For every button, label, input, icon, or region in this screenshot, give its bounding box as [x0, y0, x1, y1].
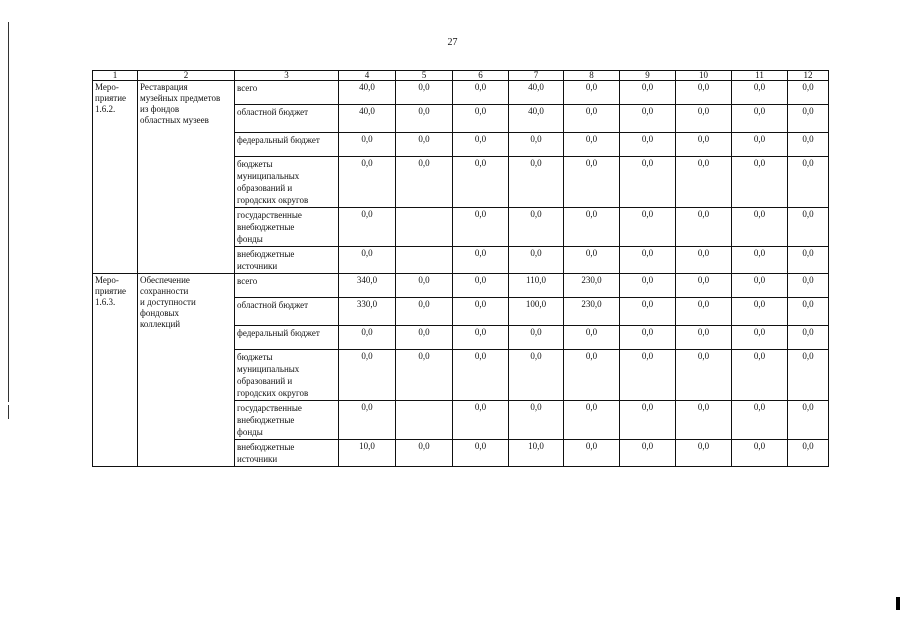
value-cell: [396, 247, 453, 274]
value-cell: 0,0: [509, 208, 564, 247]
value-cell: 0,0: [396, 274, 453, 298]
value-cell: 0,0: [676, 208, 732, 247]
value-cell: 0,0: [732, 401, 788, 440]
value-cell: 0,0: [788, 298, 829, 326]
column-number-3: 3: [235, 71, 339, 81]
value-cell: 0,0: [453, 298, 509, 326]
table-row: [93, 81, 829, 105]
scan-margin-line-fragment: [8, 405, 9, 419]
value-cell: 0,0: [396, 298, 453, 326]
value-cell: 0,0: [676, 440, 732, 467]
funding-source: внебюджетные источники: [235, 440, 339, 467]
value-cell: 0,0: [732, 350, 788, 401]
value-cell: 0,0: [620, 133, 676, 157]
value-cell: 0,0: [788, 247, 829, 274]
value-cell: 0,0: [564, 208, 620, 247]
value-cell: 0,0: [620, 350, 676, 401]
page-number: 27: [447, 37, 458, 48]
value-cell: 0,0: [788, 401, 829, 440]
value-cell: 0,0: [676, 401, 732, 440]
value-cell: 0,0: [620, 247, 676, 274]
funding-source: государственные внебюджетные фонды: [235, 401, 339, 440]
value-cell: 0,0: [788, 133, 829, 157]
event-name: Обеспечение сохранности и доступности фондовых коллекций: [138, 274, 235, 467]
value-cell: 0,0: [788, 274, 829, 298]
value-cell: 0,0: [339, 326, 396, 350]
funding-source: государственные внебюджетные фонды: [235, 208, 339, 247]
value-cell: 0,0: [676, 326, 732, 350]
value-cell: 0,0: [564, 133, 620, 157]
funding-source: областной бюджет: [235, 298, 339, 326]
value-cell: 0,0: [620, 157, 676, 208]
column-number-row: [93, 71, 829, 81]
funding-source: внебюджетные источники: [235, 247, 339, 274]
funding-source: федеральный бюджет: [235, 133, 339, 157]
value-cell: 0,0: [453, 133, 509, 157]
value-cell: 0,0: [509, 157, 564, 208]
value-cell: 0,0: [732, 105, 788, 133]
value-cell: 0,0: [564, 440, 620, 467]
value-cell: 0,0: [396, 350, 453, 401]
table-row: [93, 274, 829, 298]
value-cell: 0,0: [396, 157, 453, 208]
value-cell: 0,0: [620, 401, 676, 440]
value-cell: 0,0: [564, 247, 620, 274]
value-cell: 0,0: [509, 326, 564, 350]
value-cell: 40,0: [339, 105, 396, 133]
value-cell: 0,0: [564, 350, 620, 401]
scan-margin-line: [8, 22, 9, 402]
value-cell: 0,0: [453, 105, 509, 133]
value-cell: 0,0: [788, 350, 829, 401]
value-cell: 0,0: [396, 81, 453, 105]
scan-mark: [896, 597, 900, 610]
budget-table: [92, 70, 829, 467]
value-cell: 0,0: [676, 247, 732, 274]
column-number-5: 5: [396, 71, 453, 81]
column-number-10: 10: [676, 71, 732, 81]
value-cell: 0,0: [509, 247, 564, 274]
value-cell: 0,0: [396, 326, 453, 350]
value-cell: 0,0: [453, 440, 509, 467]
column-number-2: 2: [138, 71, 235, 81]
value-cell: 0,0: [676, 350, 732, 401]
value-cell: 0,0: [564, 81, 620, 105]
value-cell: 0,0: [620, 81, 676, 105]
value-cell: 0,0: [339, 157, 396, 208]
event-id: Меро- приятие 1.6.2.: [93, 81, 138, 274]
value-cell: 0,0: [453, 208, 509, 247]
value-cell: 0,0: [732, 208, 788, 247]
funding-source: областной бюджет: [235, 105, 339, 133]
value-cell: 40,0: [509, 105, 564, 133]
value-cell: 100,0: [509, 298, 564, 326]
value-cell: 0,0: [732, 247, 788, 274]
funding-source: всего: [235, 81, 339, 105]
column-number-8: 8: [564, 71, 620, 81]
value-cell: 0,0: [509, 133, 564, 157]
value-cell: 0,0: [676, 133, 732, 157]
value-cell: 0,0: [676, 81, 732, 105]
value-cell: 0,0: [339, 401, 396, 440]
value-cell: 0,0: [676, 105, 732, 133]
value-cell: 0,0: [339, 133, 396, 157]
column-number-4: 4: [339, 71, 396, 81]
column-number-11: 11: [732, 71, 788, 81]
value-cell: 0,0: [620, 326, 676, 350]
value-cell: 40,0: [339, 81, 396, 105]
value-cell: 40,0: [509, 81, 564, 105]
value-cell: 0,0: [396, 105, 453, 133]
value-cell: 0,0: [788, 81, 829, 105]
value-cell: 0,0: [676, 157, 732, 208]
funding-source: бюджеты муниципальных образований и городских округов: [235, 350, 339, 401]
event-id: Меро- приятие 1.6.3.: [93, 274, 138, 467]
value-cell: 10,0: [509, 440, 564, 467]
value-cell: 0,0: [564, 326, 620, 350]
value-cell: 0,0: [339, 208, 396, 247]
column-number-1: 1: [93, 71, 138, 81]
value-cell: [396, 208, 453, 247]
funding-source: федеральный бюджет: [235, 326, 339, 350]
value-cell: 0,0: [453, 247, 509, 274]
value-cell: [396, 401, 453, 440]
event-name: Реставрация музейных предметов из фондов областных музеев: [138, 81, 235, 274]
value-cell: 0,0: [564, 105, 620, 133]
funding-source: всего: [235, 274, 339, 298]
column-number-9: 9: [620, 71, 676, 81]
value-cell: 340,0: [339, 274, 396, 298]
column-number-6: 6: [453, 71, 509, 81]
value-cell: 0,0: [732, 326, 788, 350]
value-cell: 230,0: [564, 274, 620, 298]
value-cell: 0,0: [788, 440, 829, 467]
value-cell: 10,0: [339, 440, 396, 467]
value-cell: 0,0: [788, 105, 829, 133]
value-cell: 0,0: [620, 440, 676, 467]
value-cell: 0,0: [620, 274, 676, 298]
value-cell: 0,0: [732, 274, 788, 298]
funding-source: бюджеты муниципальных образований и городских округов: [235, 157, 339, 208]
value-cell: 0,0: [339, 350, 396, 401]
value-cell: 0,0: [732, 440, 788, 467]
column-number-12: 12: [788, 71, 829, 81]
value-cell: 0,0: [620, 208, 676, 247]
value-cell: 0,0: [620, 298, 676, 326]
value-cell: 0,0: [453, 326, 509, 350]
value-cell: 0,0: [788, 157, 829, 208]
value-cell: 0,0: [453, 157, 509, 208]
value-cell: 0,0: [339, 247, 396, 274]
value-cell: 0,0: [732, 157, 788, 208]
value-cell: 110,0: [509, 274, 564, 298]
value-cell: 0,0: [453, 274, 509, 298]
column-number-7: 7: [509, 71, 564, 81]
value-cell: 0,0: [453, 401, 509, 440]
value-cell: 0,0: [732, 298, 788, 326]
value-cell: 330,0: [339, 298, 396, 326]
value-cell: 0,0: [564, 157, 620, 208]
value-cell: 0,0: [564, 401, 620, 440]
value-cell: 0,0: [676, 298, 732, 326]
value-cell: 230,0: [564, 298, 620, 326]
value-cell: 0,0: [788, 208, 829, 247]
value-cell: 0,0: [509, 401, 564, 440]
value-cell: 0,0: [396, 133, 453, 157]
value-cell: 0,0: [732, 133, 788, 157]
value-cell: 0,0: [788, 326, 829, 350]
value-cell: 0,0: [453, 81, 509, 105]
value-cell: 0,0: [620, 105, 676, 133]
value-cell: 0,0: [453, 350, 509, 401]
value-cell: 0,0: [732, 81, 788, 105]
value-cell: 0,0: [396, 440, 453, 467]
value-cell: 0,0: [509, 350, 564, 401]
value-cell: 0,0: [676, 274, 732, 298]
